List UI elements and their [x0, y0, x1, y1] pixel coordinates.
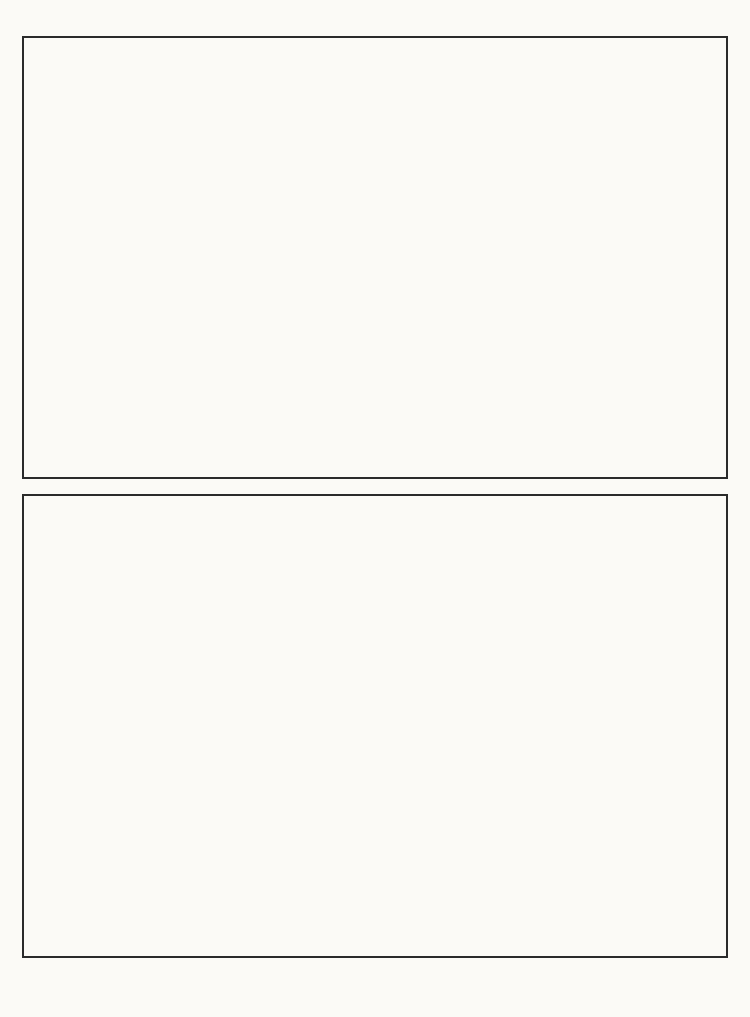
roster-table-bottom — [22, 494, 728, 958]
roster-table-top — [22, 36, 728, 479]
